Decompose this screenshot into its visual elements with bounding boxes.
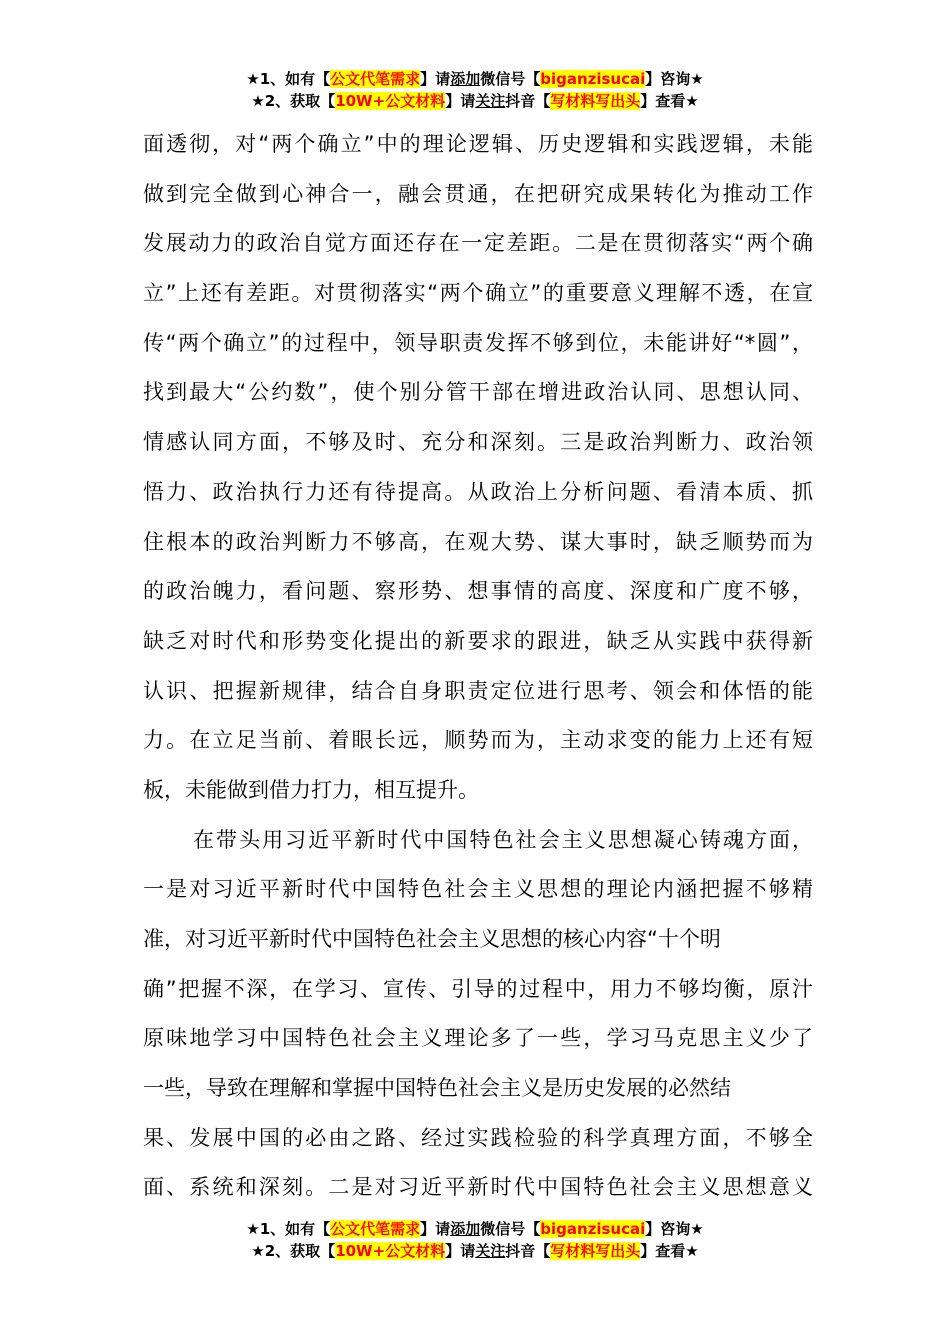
promo-text: 微信号【 [480, 1220, 541, 1238]
body-line: 的政治魄力，看问题、察形势、想事情的高度、深度和广度不够， [143, 579, 813, 604]
body-line: 原味地学习中国特色社会主义理论多了一些，学习马克思主义少了 [143, 1026, 813, 1051]
promo-text: 】咨询★ [645, 70, 704, 88]
promo-text: 】请 [445, 92, 476, 110]
body-line: 认识、把握新规律，结合自身职责定位进行思考、领会和体悟的能 [143, 678, 813, 703]
body-line: 情感认同方面，不够及时、充分和深刻。三是政治判断力、政治领 [143, 430, 813, 455]
promo-highlight: 10W+公文材料 [335, 92, 446, 110]
promo-line-2 [0, 90, 950, 112]
body-line: 悟力、政治执行力还有待提高。从政治上分析问题、看清本质、抓 [143, 479, 813, 504]
promo-highlight: 10W+公文材料 [335, 1242, 446, 1260]
promo-text: 抖音【 [505, 1242, 551, 1260]
promo-text: 】请 [445, 1242, 476, 1260]
body-line: 面透彻，对“两个确立”中的理论逻辑、历史逻辑和实践逻辑，未能 [143, 132, 813, 156]
promo-line-1 [0, 68, 950, 90]
paragraph-start-line: 在带头用习近平新时代中国特色社会主义思想凝心铸魂方面， [193, 827, 813, 852]
body-line: 住根本的政治判断力不够高，在观大势、谋大事时，缺乏顺势而为 [143, 529, 813, 554]
promo-underline: 关注 [475, 1242, 506, 1260]
promo-banner-bottom [0, 1218, 950, 1262]
promo-highlight: 写材料写出头 [550, 92, 641, 110]
promo-underline: 关注 [475, 92, 506, 110]
body-line: 传“两个确立”的过程中，领导职责发挥不够到位，未能讲好“*圆”， [143, 330, 813, 355]
body-line: 板，未能做到借力打力，相互提升。 [143, 777, 479, 802]
promo-text: 】请 [420, 1220, 451, 1238]
promo-text: ★2、获取【 [251, 1242, 336, 1260]
body-line: 果、发展中国的必由之路、经过实践检验的科学真理方面，不够全 [143, 1125, 813, 1150]
promo-banner-top [0, 68, 950, 112]
promo-highlight: 写材料写出头 [550, 1242, 641, 1260]
promo-highlight: biganzisucai [540, 70, 646, 88]
promo-text: ★2、获取【 [251, 92, 336, 110]
promo-underline: 添加 [450, 1220, 481, 1238]
body-line: 找到最大“公约数”，使个别分管干部在增进政治认同、思想认同、 [143, 380, 813, 405]
promo-text: ★1、如有【 [246, 70, 331, 88]
body-line: 面、系统和深刻。二是对习近平新时代中国特色社会主义思想意义 [143, 1175, 813, 1200]
body-line: 立”上还有差距。对贯彻落实“两个确立”的重要意义理解不透，在宣 [143, 281, 813, 306]
body-line: 缺乏对时代和形势变化提出的新要求的跟进，缺乏从实践中获得新 [143, 628, 813, 653]
body-line: 力。在立足当前、着眼长远，顺势而为，主动求变的能力上还有短 [143, 728, 813, 753]
document-body [143, 122, 813, 1215]
body-line: 一是对习近平新时代中国特色社会主义思想的理论内涵把握不够精 [143, 877, 813, 902]
promo-text: 】查看★ [640, 1242, 699, 1260]
body-line: 确”把握不深，在学习、宣传、引导的过程中，用力不够均衡，原汁 [143, 976, 813, 1001]
body-line: 一些，导致在理解和掌握中国特色社会主义是历史发展的必然结 [143, 1076, 731, 1101]
promo-highlight: 公文代笔需求 [330, 1220, 421, 1238]
promo-highlight: 公文代笔需求 [330, 70, 421, 88]
body-line: 做到完全做到心神合一，融会贯通，在把研究成果转化为推动工作 [143, 181, 813, 206]
promo-line-1 [0, 1218, 950, 1240]
body-line: 发展动力的政治自觉方面还存在一定差距。二是在贯彻落实“两个确 [143, 231, 813, 256]
promo-text: 微信号【 [480, 70, 541, 88]
promo-line-2 [0, 1240, 950, 1262]
promo-underline: 添加 [450, 70, 481, 88]
promo-text: 】咨询★ [645, 1220, 704, 1238]
body-line: 准，对习近平新时代中国特色社会主义思想的核心内容“十个明 [143, 927, 721, 951]
promo-text: ★1、如有【 [246, 1220, 331, 1238]
promo-highlight: biganzisucai [540, 1220, 646, 1238]
promo-text: 】查看★ [640, 92, 699, 110]
promo-text: 】请 [420, 70, 451, 88]
promo-text: 抖音【 [505, 92, 551, 110]
